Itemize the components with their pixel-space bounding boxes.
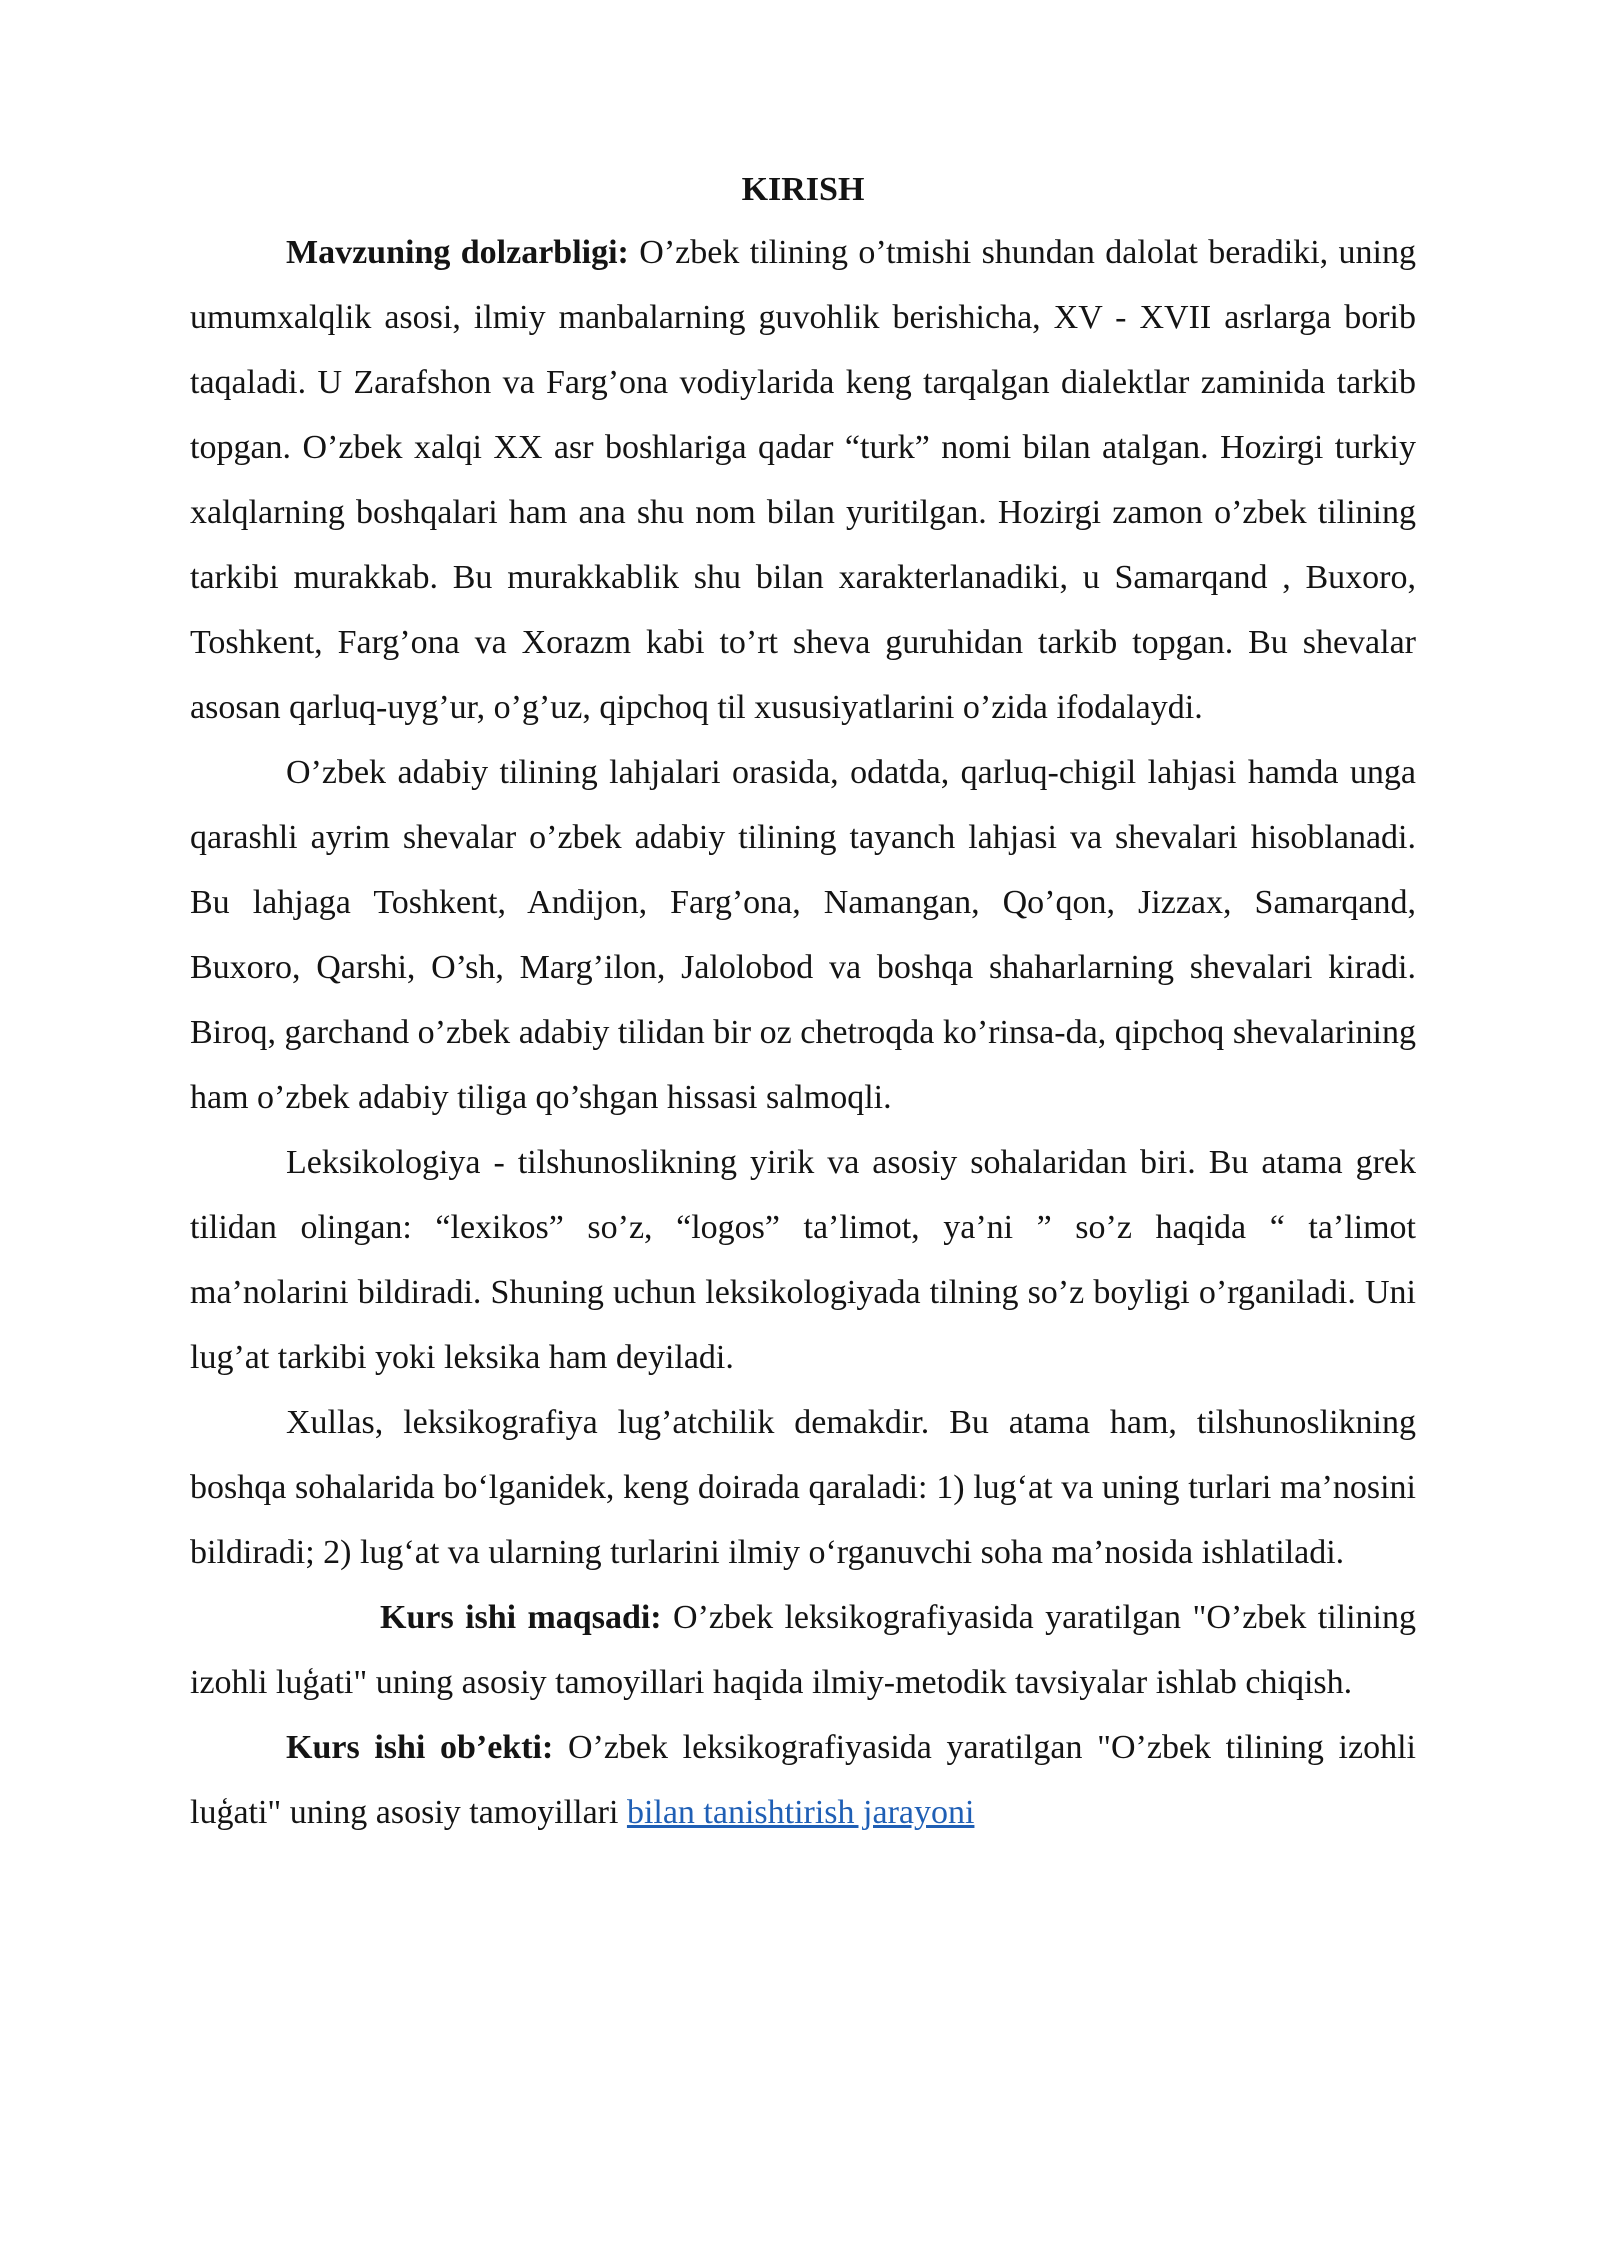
paragraph-text: Xullas, leksikografiya lug’atchilik demakdir. Bu atama ham, tilshunoslikning boshqa sohalarida bo‘lganidek, keng doirada qaraladi: 1) lug‘at va uning turlari ma’nosini bildiradi; 2) lug‘at va ularning turlarini ilmiy o‘rganuvchi soha ma’nosida ishlatiladi.	[190, 1404, 1416, 1571]
document-page	[190, 160, 1416, 1845]
paragraph-text: O’zbek leksikografiyasida yaratilgan "O’zbek tilining izohli luģati" uning asosiy tamoyillari	[190, 1729, 1416, 1831]
paragraph-label: Kurs ishi ob’ekti:	[286, 1729, 554, 1766]
hyperlink[interactable]: bilan tanishtirish jarayoni	[626, 1794, 975, 1831]
paragraph-course-object	[190, 1715, 1416, 1845]
paragraph-text: O’zbek adabiy tilining lahjalari orasida, odatda, qarluq-chigil lahjasi hamda unga qarashli ayrim shevalar o’zbek adabiy tilining tayanch lahjasi va shevalari hisoblanadi. Bu lahjaga Toshkent, Andijon, Farg’ona, Namangan, Qo’qon, Jizzax, Samarqand, Buxoro, Qarshi, O’sh, Marg’ilon, Jalolobod va boshqa shaharlarning shevalari kiradi. Biroq, garchand o’zbek adabiy tilidan bir oz chetroqda ko’rinsa-da, qipchoq shevalarining ham o’zbek adabiy tiliga qo’shgan hissasi salmoqli.	[190, 754, 1416, 1116]
paragraph-text: O’zbek leksikografiyasida yaratilgan "O’zbek tilining izohli luģati" uning asosiy tamoyillari haqida ilmiy-metodik tavsiyalar ishlab chiqish.	[190, 1599, 1416, 1701]
document-title: KIRISH	[741, 171, 865, 208]
paragraph-course-goal	[190, 1585, 1416, 1715]
paragraph-dialects	[190, 740, 1416, 1130]
paragraph-text: O’zbek tilining o’tmishi shundan dalolat beradiki, uning umumxalqlik asosi, ilmiy manbalarning guvohlik berishicha, XV - XVII asrlarga borib taqaladi. U Zarafshon va Farg’ona vodiylarida keng tarqalgan dialektlar zaminida tarkib topgan. O’zbek xalqi XX asr boshlariga qadar “turk” nomi bilan atalgan. Hozirgi turkiy xalqlarning boshqalari ham ana shu nom bilan yuritilgan. Hozirgi zamon o’zbek tilining tarkibi murakkab. Bu murakkablik shu bilan xarakterlanadiki, u Samarqand , Buxoro, Toshkent, Farg’ona va Xorazm kabi to’rt sheva guruhidan tarkib topgan. Bu shevalar asosan qarluq-uyg’ur, o’g’uz, qipchoq til xususiyatlarini o’zida ifodalaydi.	[190, 234, 1417, 726]
paragraph-label: Mavzuning dolzarbligi:	[286, 234, 629, 271]
paragraph-relevance	[190, 220, 1416, 740]
paragraph-lexicography	[190, 1390, 1416, 1585]
paragraph-text: Leksikologiya - tilshunoslikning yirik va asosiy sohalaridan biri. Bu atama grek tilidan olingan: “lexikos” so’z, “logos” ta’limot, ya’ni ” so’z haqida “ ta’limot ma’nolarini bildiradi. Shuning uchun leksikologiyada tilning so’z boyligi o’rganiladi. Uni lug’at tarkibi yoki leksika ham deyiladi.	[190, 1144, 1416, 1376]
paragraph-label: Kurs ishi maqsadi:	[380, 1599, 662, 1636]
paragraph-lexicology	[190, 1130, 1416, 1390]
